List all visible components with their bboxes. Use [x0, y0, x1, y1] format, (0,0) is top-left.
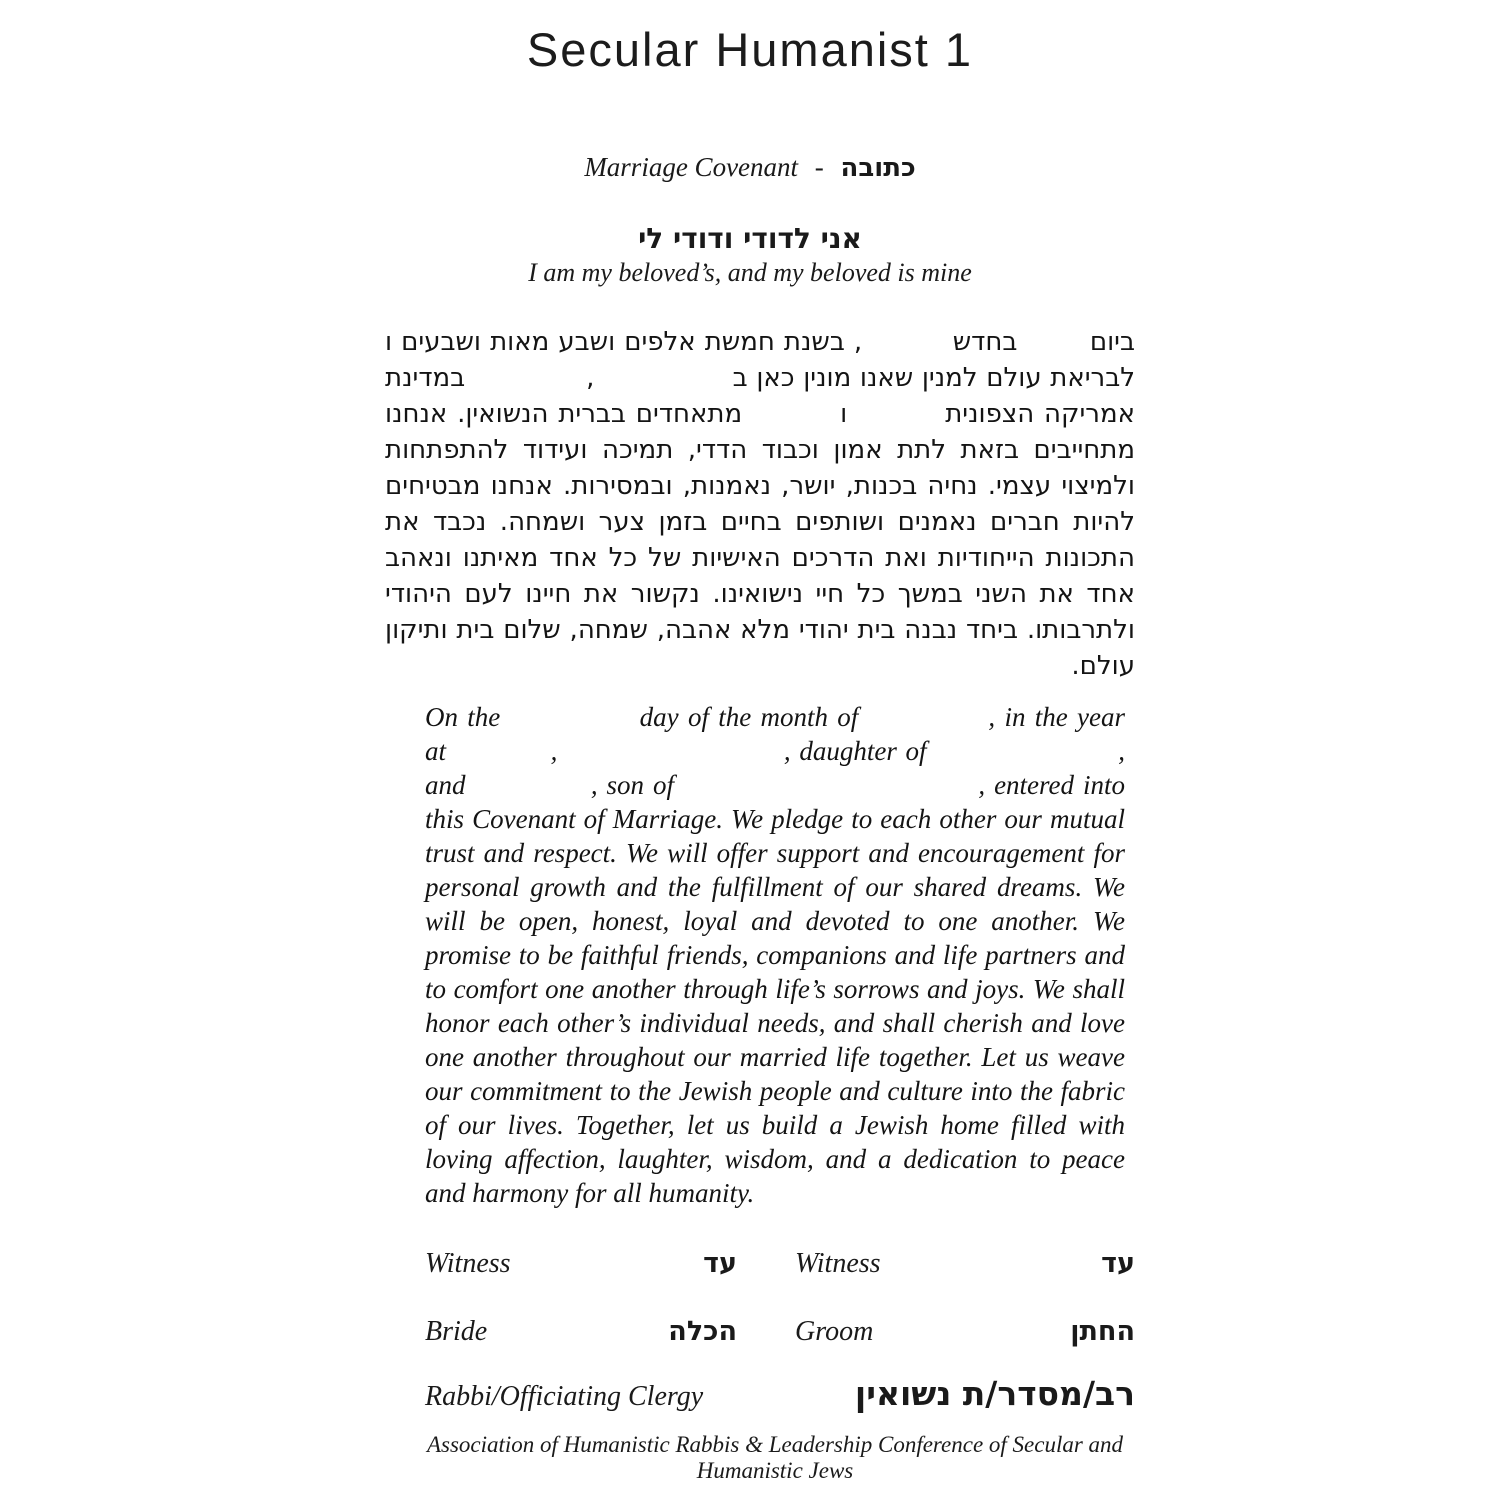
groom-cell [795, 1316, 1135, 1348]
english-fill-line-2: at , , daughter of , [425, 736, 1125, 766]
hebrew-line-5: ולמיצוי עצמי. נחיה בכנות, יושר, נאמנות, ובמסירות. אנחנו מבטיחים [385, 471, 1135, 501]
hebrew-paragraph [385, 324, 1135, 684]
hebrew-line-8: אחד את השני במשך כל חיי נישואינו. נקשור את חיינו לעם היהודי [385, 579, 1135, 609]
english-fill-line-1: On the day of the month of , in the year [425, 702, 1125, 732]
witness-right-cell [795, 1248, 1135, 1280]
hebrew-line-6: להיות חברים נאמנים ושותפים בחיים בזמן צער ושמחה. נכבד את [385, 507, 1135, 537]
english-verse: I am my beloved’s, and my beloved is mine [528, 258, 972, 287]
witness-right-label: Witness [795, 1248, 881, 1279]
hebrew-line-4: מתחייבים בזאת לתת אמון וכבוד הדדי, תמיכה ועידוד להתפתחות [385, 435, 1135, 465]
subtitle-separator: - [814, 152, 824, 182]
clergy-hebrew-label: רב/מסדר/ת נשואין [854, 1374, 1135, 1413]
english-body-text: this Covenant of Marriage. We pledge to each other our mutual trust and respect. We will offer support and encouragement for personal growth and the fulfillment of our shared dreams. We will be open, honest, loyal and devoted to one another. We promise to be faithful friends, companions and life partners and to comfort one another through life’s sorrows and joys. We shall honor each other’s individual needs, and shall cherish and love one another throughout our married life together. Let us weave our commitment to the Jewish people and culture into the fabric of our lives. Together, let us build a Jewish home filled with loving affection, laughter, wisdom, and a dedication to peace and harmony for all humanity. [425, 804, 1125, 1208]
subtitle-hebrew: כתובה [840, 153, 916, 183]
clergy-signature-row [425, 1374, 1135, 1413]
hebrew-line-10: עולם. [1071, 651, 1135, 681]
english-paragraph [425, 700, 1125, 1210]
clergy-label: Rabbi/Officiating Clergy [425, 1381, 704, 1412]
document-title: Secular Humanist 1 [526, 23, 974, 76]
hebrew-verse: אני לדודי ודודי לי [638, 222, 862, 255]
subtitle-line [0, 152, 1500, 183]
footer-attribution: Association of Humanistic Rabbis & Leadership Conference of Secular and Humanistic Jews [426, 1432, 1124, 1483]
hebrew-line-2: לבריאת עולם למנין שאנו מונין כאן ב , במדינת [385, 363, 1135, 393]
witness-left-label: Witness [425, 1248, 511, 1279]
witness-left-hebrew-label: עד [703, 1248, 737, 1279]
bride-hebrew-label: הכלה [668, 1316, 737, 1347]
groom-label: Groom [795, 1316, 874, 1347]
bride-label: Bride [425, 1316, 488, 1347]
hebrew-line-3: אמריקה הצפונית ו מתאחדים בברית הנשואין. אנחנו [385, 399, 1135, 429]
hebrew-line-7: התכונות הייחודיות ואת הדרכים האישיות של כל אחד מאיתנו ונאהב [385, 543, 1135, 573]
english-fill-line-3: and , son of , entered into [425, 770, 1125, 800]
hebrew-line-9: ולתרבותו. ביחד נבנה בית יהודי מלא אהבה, שמחה, שלום בית ותיקון [385, 615, 1135, 645]
bride-groom-signature-row [425, 1316, 1135, 1348]
witness-right-hebrew-label: עד [1101, 1248, 1135, 1279]
groom-hebrew-label: החתן [1070, 1316, 1135, 1347]
witness-signature-row [425, 1248, 1135, 1280]
subtitle-english: Marriage Covenant [584, 152, 799, 182]
hebrew-line-1: ביום בחדש , בשנת חמשת אלפים ושבע מאות ושבעים ו [385, 327, 1135, 357]
witness-left-cell [425, 1248, 737, 1280]
bride-cell [425, 1316, 737, 1348]
